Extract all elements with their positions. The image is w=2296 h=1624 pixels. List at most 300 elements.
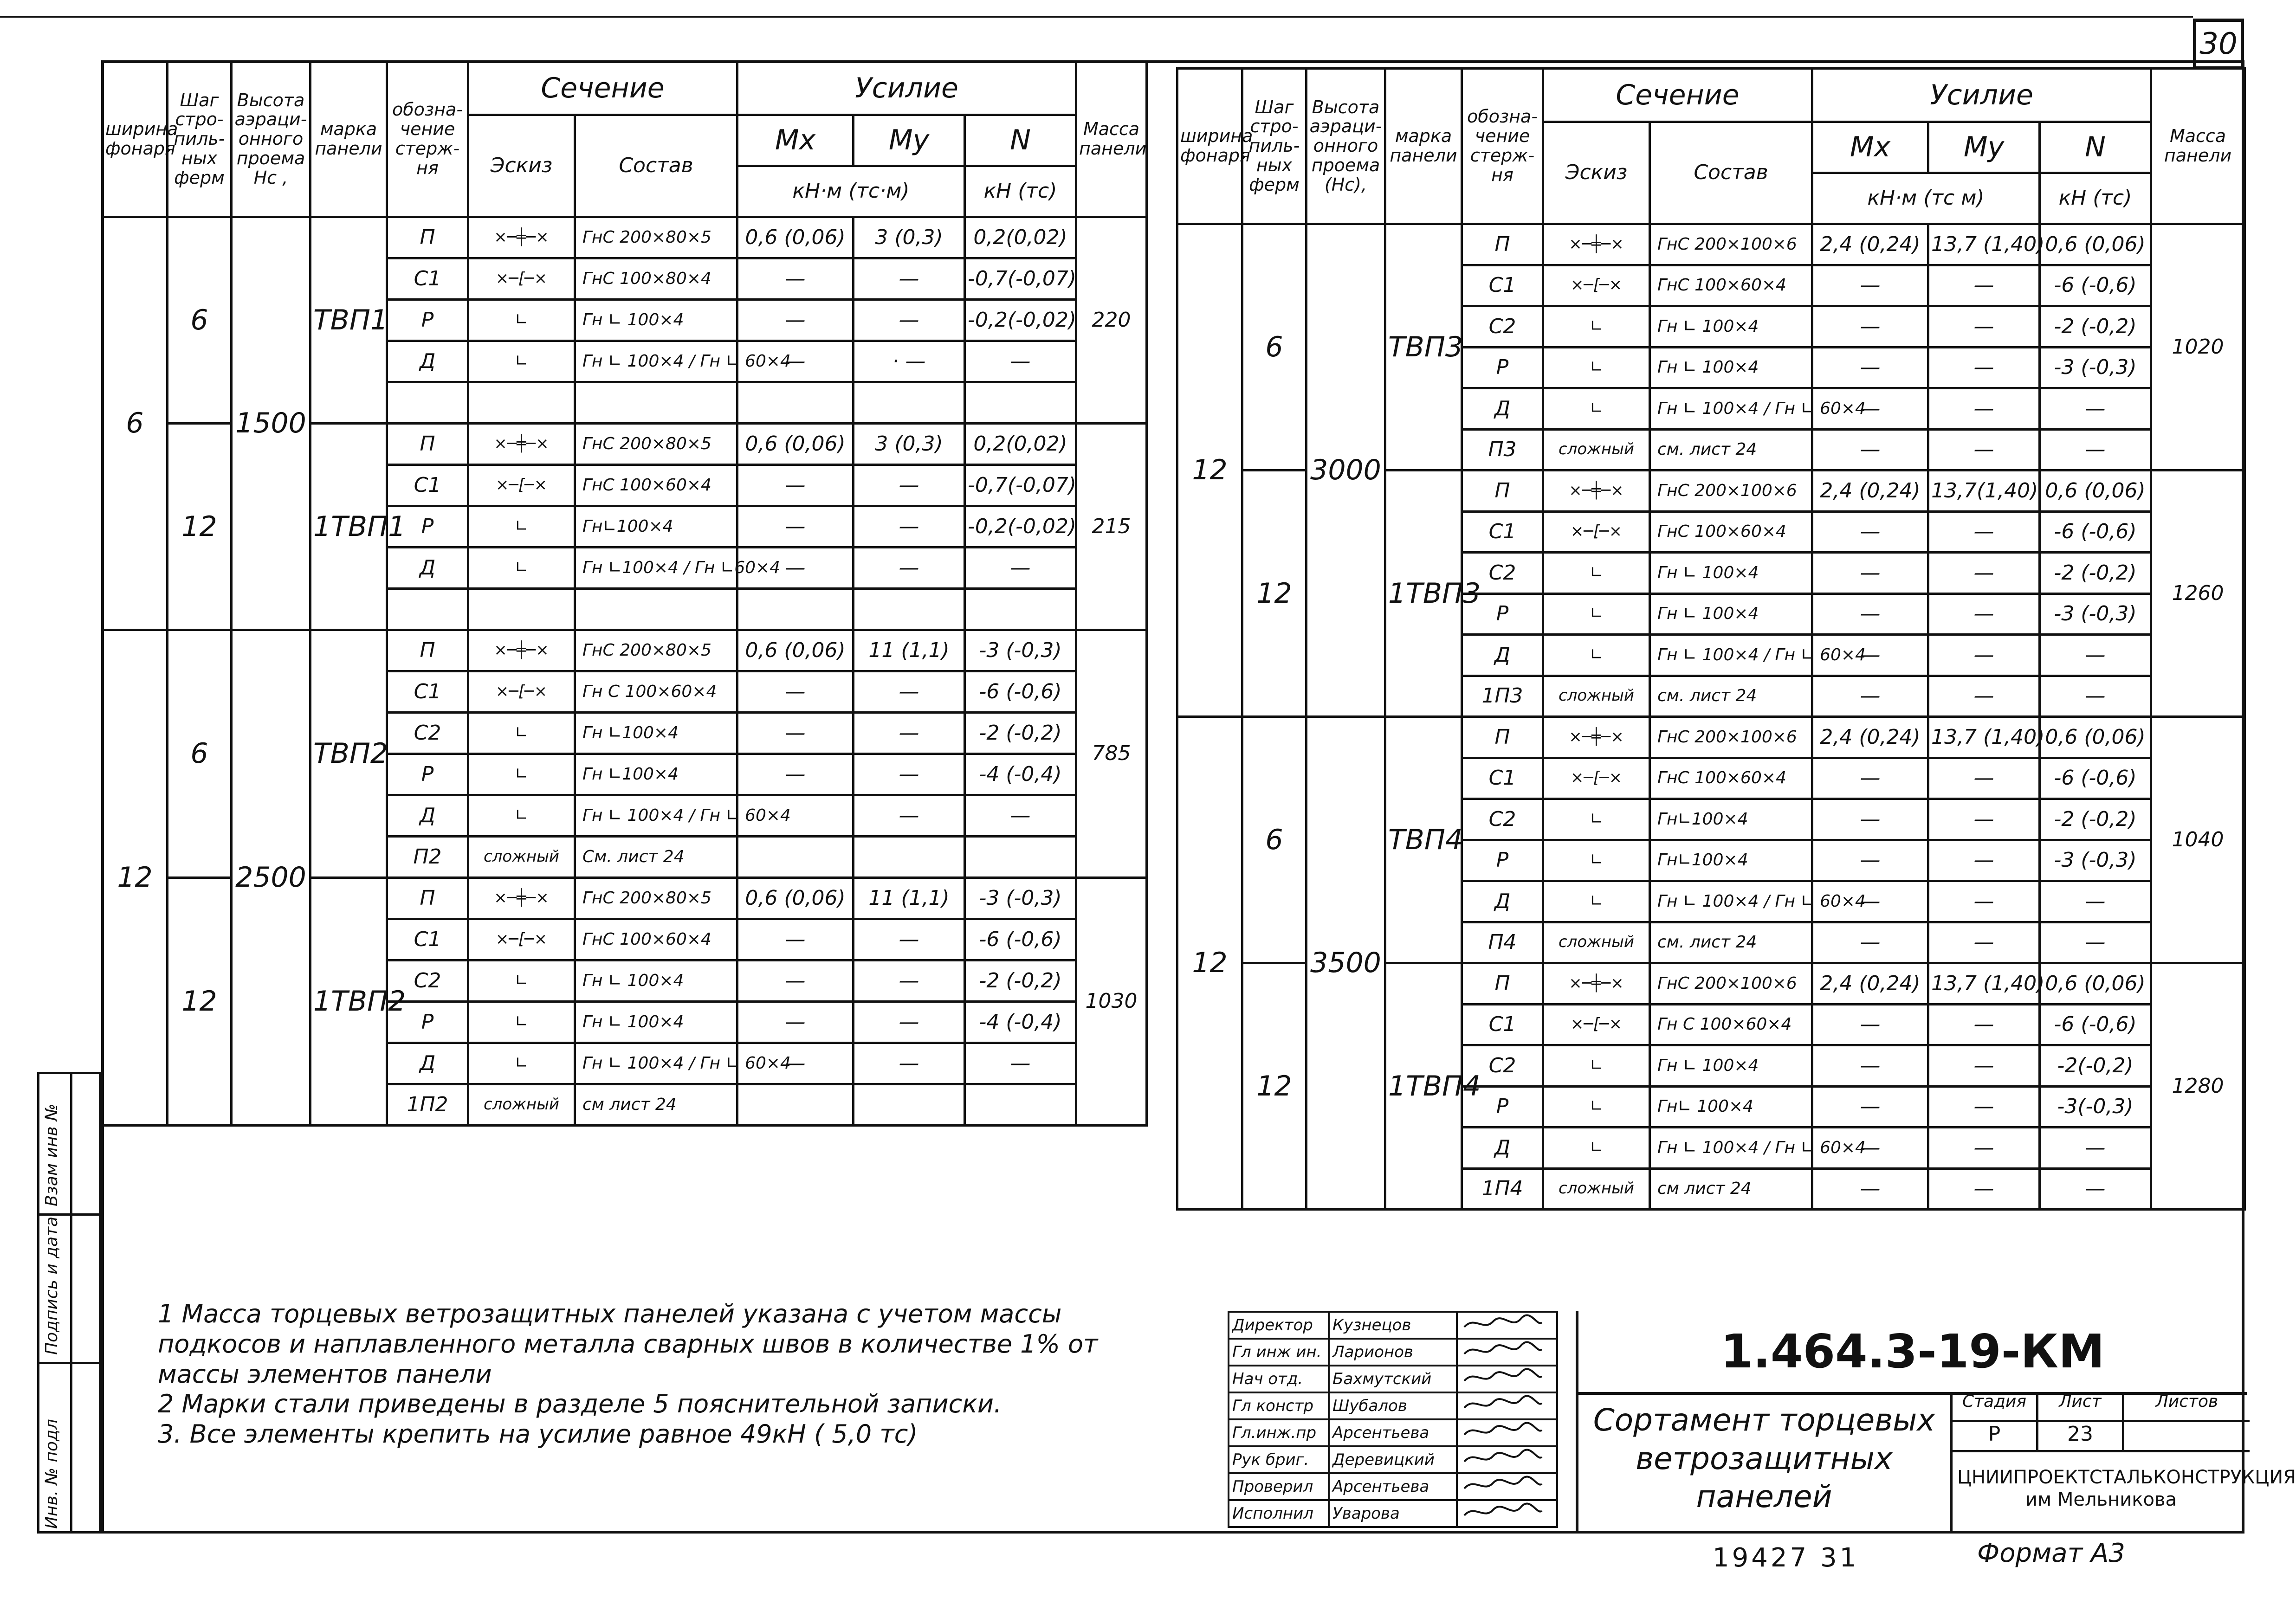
stamp-row	[1229, 1446, 1557, 1473]
hdr-units-n: кН (тс)	[965, 166, 1076, 217]
cell-mx: —	[1812, 881, 1928, 922]
cell-mx: —	[1812, 1168, 1928, 1210]
cell-sketch: сложный	[1543, 429, 1650, 470]
cell-composition: ГнС 200×80×5	[575, 424, 737, 465]
cell-mass: 1280	[2151, 963, 2245, 1210]
cell-sketch: ×─[─×	[468, 671, 575, 713]
side-label-inv: Инв. № подл	[42, 1419, 61, 1529]
cell-sketch: ×─[─×	[1543, 511, 1650, 553]
cell-designation: Р	[387, 506, 468, 548]
cell-mx: —	[1812, 511, 1928, 553]
cell-n	[965, 382, 1076, 424]
cell-mx: —	[1812, 593, 1928, 635]
hdr-width-r: ширина фонаря	[1177, 69, 1242, 224]
stamp-signature	[1457, 1419, 1557, 1446]
cell-my: —	[1928, 265, 2040, 306]
cell-composition: ГнС 200×100×6	[1650, 224, 1812, 265]
cell-mx: —	[737, 919, 854, 960]
side-label-replace: Взам инв №	[42, 1103, 61, 1206]
cell-my: —	[1928, 676, 2040, 717]
cell-sketch: ∟	[468, 754, 575, 795]
cell-composition: Гн ∟100×4	[575, 754, 737, 795]
hdr-height: Высота аэраци-онного проема Нс ,	[232, 62, 310, 217]
cell-my: —	[1928, 881, 2040, 922]
cell-mx: —	[1812, 1086, 1928, 1128]
cell-my: —	[1928, 347, 2040, 388]
cell-n: —	[2040, 1168, 2151, 1210]
cell-n: -6 (-0,6)	[2040, 265, 2151, 306]
cell-n	[965, 837, 1076, 878]
cell-designation: С1	[387, 919, 468, 960]
cell-composition: ГнС 100×60×4	[575, 919, 737, 960]
cell-mx: 2,4 (0,24)	[1812, 963, 1928, 1005]
hdr-mx-r: Mx	[1812, 122, 1928, 173]
cell-sketch: ×─[─×	[468, 919, 575, 960]
cell-mark: ТВП4	[1385, 717, 1462, 963]
stamp-row	[1229, 1366, 1557, 1392]
cell-sketch: ×─╪─×	[1543, 717, 1650, 758]
cell-n: 0,6 (0,06)	[2040, 963, 2151, 1005]
cell-sketch: ∟	[468, 1043, 575, 1084]
cell-composition: Гн ∟ 100×4	[575, 300, 737, 341]
sheet-label: Лист	[2038, 1392, 2124, 1420]
cell-composition: Гн ∟ 100×4 / Гн ∟ 60×4	[1650, 881, 1812, 922]
cell-sketch: ×─╪─×	[468, 878, 575, 919]
cell-my: —	[854, 548, 965, 589]
cell-my: —	[1928, 758, 2040, 799]
cell-n: 0,2(0,02)	[965, 424, 1076, 465]
cell-composition: Гн С 100×60×4	[1650, 1004, 1812, 1045]
cell-height: 1500	[232, 217, 310, 630]
cell-designation: 1П2	[387, 1084, 468, 1126]
cell-my: —	[1928, 306, 2040, 348]
note-line: подкосов и наплавленного металла сварных швов в количестве 1% от	[158, 1329, 1098, 1359]
cell-n	[965, 1084, 1076, 1126]
cell-sketch: ∟	[468, 341, 575, 382]
cell-my: —	[854, 754, 965, 795]
cell-composition: ГнС 200×100×6	[1650, 963, 1812, 1005]
cell-n: -3 (-0,3)	[2040, 840, 2151, 881]
cell-sketch: ∟	[468, 548, 575, 589]
cell-composition: ГнС 100×60×4	[575, 465, 737, 506]
cell-sketch: ×─╪─×	[1543, 470, 1650, 512]
cell-width: 12	[103, 630, 168, 1126]
stamp-row	[1229, 1312, 1557, 1339]
cell-designation: С2	[1462, 553, 1543, 594]
note-line: 1 Масса торцевых ветрозащитных панелей указана с учетом массы	[158, 1299, 1062, 1328]
cell-designation: Д	[1462, 388, 1543, 430]
stamp-role: Директор	[1229, 1312, 1329, 1339]
cell-mx: —	[737, 960, 854, 1002]
hdr-units-moment: кН·м (тс·м)	[737, 166, 965, 217]
cell-composition: см лист 24	[575, 1084, 737, 1126]
inventory-number: 19427 31	[1713, 1543, 1859, 1573]
stamp-signature	[1457, 1366, 1557, 1392]
note-line: 2 Марки стали приведены в разделе 5 пояснительной записки.	[158, 1389, 1002, 1419]
cell-designation: Д	[1462, 1128, 1543, 1169]
cell-mx: —	[737, 1043, 854, 1084]
cell-my: —	[1928, 553, 2040, 594]
hdr-width: ширина фонаря	[103, 62, 168, 217]
cell-my: —	[854, 1002, 965, 1043]
cell-my: 13,7 (1,40)	[1928, 963, 2040, 1005]
cell-mx: —	[1812, 758, 1928, 799]
hdr-sketch-r: Эскиз	[1543, 122, 1650, 224]
cell-my: —	[1928, 593, 2040, 635]
stamp-role: Гл инж ин.	[1229, 1339, 1329, 1366]
cell-designation: П4	[1462, 922, 1543, 963]
cell-designation: Д	[387, 795, 468, 837]
cell-composition: ГнС 200×80×5	[575, 630, 737, 671]
cell-step: 12	[168, 424, 232, 630]
stamp-row	[1229, 1419, 1557, 1446]
right-spec-table	[1176, 67, 2246, 1211]
cell-mass: 1040	[2151, 717, 2245, 963]
cell-my: 3 (0,3)	[854, 424, 965, 465]
cell-sketch	[468, 382, 575, 424]
cell-my: —	[854, 506, 965, 548]
cell-n: 0,6 (0,06)	[2040, 224, 2151, 265]
cell-composition: ГнС 200×80×5	[575, 878, 737, 919]
table-row	[103, 630, 1147, 671]
stamp-name: Арсентьева	[1329, 1473, 1457, 1500]
cell-my: —	[1928, 922, 2040, 963]
cell-sketch: ∟	[1543, 840, 1650, 881]
hdr-height-r: Высота аэраци-онного проема (Нс),	[1306, 69, 1385, 224]
cell-designation: С1	[1462, 758, 1543, 799]
cell-mass: 1030	[1076, 878, 1147, 1126]
cell-designation: С1	[1462, 1004, 1543, 1045]
cell-mx: 0,6 (0,06)	[737, 217, 854, 258]
title-block	[1576, 1311, 2296, 1534]
stamp-signature	[1457, 1446, 1557, 1473]
cell-n: -6 (-0,6)	[965, 671, 1076, 713]
hdr-my: My	[854, 115, 965, 166]
cell-n: 0,2(0,02)	[965, 217, 1076, 258]
hdr-designation-r: обозна-чение стерж-ня	[1462, 69, 1543, 224]
cell-mass: 1260	[2151, 470, 2245, 717]
cell-composition: Гн ∟ 100×4	[1650, 347, 1812, 388]
stamp-row	[1229, 1392, 1557, 1419]
cell-mark: 1ТВП2	[310, 878, 387, 1126]
cell-mx: —	[1812, 676, 1928, 717]
cell-n	[965, 589, 1076, 630]
cell-n: -6 (-0,6)	[2040, 511, 2151, 553]
cell-mark: ТВП1	[310, 217, 387, 424]
cell-designation: П3	[1462, 429, 1543, 470]
table-row	[1177, 224, 2245, 265]
top-line	[0, 16, 2193, 18]
cell-designation: С1	[387, 465, 468, 506]
cell-sketch: ×─[─×	[1543, 1004, 1650, 1045]
cell-my: —	[1928, 1128, 2040, 1169]
cell-sketch: сложный	[1543, 922, 1650, 963]
hdr-mx: Mx	[737, 115, 854, 166]
stamp-name: Арсентьева	[1329, 1419, 1457, 1446]
left-spec-table	[101, 60, 1148, 1127]
cell-n: —	[2040, 676, 2151, 717]
cell-step: 6	[1242, 717, 1306, 963]
cell-designation: Р	[387, 300, 468, 341]
cell-my: · —	[854, 341, 965, 382]
cell-n: -3 (-0,3)	[2040, 593, 2151, 635]
cell-mark: 1ТВП4	[1385, 963, 1462, 1210]
cell-composition: см. лист 24	[1650, 676, 1812, 717]
cell-designation: Р	[1462, 347, 1543, 388]
cell-my: 11 (1,1)	[854, 630, 965, 671]
cell-my: —	[854, 713, 965, 754]
stamp-name: Кузнецов	[1329, 1312, 1457, 1339]
cell-my: —	[1928, 635, 2040, 676]
cell-composition: ГнС 100×60×4	[1650, 265, 1812, 306]
cell-n: —	[965, 1043, 1076, 1084]
cell-mx	[737, 589, 854, 630]
cell-height: 2500	[232, 630, 310, 1126]
cell-my: —	[1928, 511, 2040, 553]
cell-n: -3(-0,3)	[2040, 1086, 2151, 1128]
cell-mx	[737, 382, 854, 424]
cell-mx: —	[1812, 635, 1928, 676]
side-strip	[37, 1072, 101, 1534]
cell-mx: —	[737, 548, 854, 589]
cell-composition: Гн ∟ 100×4 / Гн ∟ 60×4	[1650, 388, 1812, 430]
stage-value: Р	[1953, 1422, 2038, 1450]
cell-designation: Р	[1462, 1086, 1543, 1128]
stamp-name: Ларионов	[1329, 1339, 1457, 1366]
hdr-composition-r: Состав	[1650, 122, 1812, 224]
cell-composition	[575, 589, 737, 630]
cell-composition: Гн ∟ 100×4 / Гн ∟ 60×4	[1650, 635, 1812, 676]
cell-my	[854, 382, 965, 424]
cell-n: —	[965, 795, 1076, 837]
cell-my: —	[1928, 1168, 2040, 1210]
cell-n: -3 (-0,3)	[965, 630, 1076, 671]
cell-sketch: ∟	[1543, 881, 1650, 922]
stamp-name: Шубалов	[1329, 1392, 1457, 1419]
hdr-n: N	[965, 115, 1076, 166]
cell-my: —	[854, 465, 965, 506]
cell-designation: Д	[1462, 635, 1543, 676]
cell-step: 6	[168, 630, 232, 878]
cell-designation: Д	[1462, 881, 1543, 922]
cell-composition: ГнС 200×100×6	[1650, 717, 1812, 758]
stamp-name: Бахмутский	[1329, 1366, 1457, 1392]
cell-mx: 0,6 (0,06)	[737, 878, 854, 919]
cell-my: 13,7 (1,40)	[1928, 224, 2040, 265]
cell-n: —	[2040, 429, 2151, 470]
cell-n: —	[2040, 922, 2151, 963]
cell-mx	[737, 837, 854, 878]
cell-designation: С1	[1462, 511, 1543, 553]
note-line: 3. Все элементы крепить на усилие равное 49кН ( 5,0 тс)	[158, 1419, 918, 1449]
stamp-signature	[1457, 1500, 1557, 1527]
cell-composition: Гн ∟ 100×4 / Гн ∟ 60×4	[575, 795, 737, 837]
cell-designation: Р	[387, 754, 468, 795]
cell-composition: Гн∟100×4	[575, 506, 737, 548]
cell-mass: 215	[1076, 424, 1147, 630]
cell-mark: 1ТВП1	[310, 424, 387, 630]
stamp-signature	[1457, 1473, 1557, 1500]
cell-my: —	[1928, 840, 2040, 881]
cell-composition: Гн∟ 100×4	[1650, 1086, 1812, 1128]
stage-table	[1950, 1392, 2296, 1534]
cell-designation: С2	[1462, 799, 1543, 840]
cell-step: 6	[168, 217, 232, 424]
cell-my: —	[854, 671, 965, 713]
cell-my: 13,7 (1,40)	[1928, 717, 2040, 758]
cell-height: 3500	[1306, 717, 1385, 1210]
cell-n: —	[2040, 1128, 2151, 1169]
sheet-value: 23	[2038, 1422, 2124, 1450]
cell-composition	[575, 382, 737, 424]
cell-mx: —	[1812, 265, 1928, 306]
cell-mx: —	[737, 258, 854, 300]
cell-composition: ГнС 100×60×4	[1650, 511, 1812, 553]
cell-my: —	[854, 1043, 965, 1084]
cell-mx: —	[737, 671, 854, 713]
doc-code: 1.464.3-19-КМ	[1578, 1311, 2247, 1395]
cell-my: —	[1928, 1045, 2040, 1087]
cell-sketch: ∟	[1543, 347, 1650, 388]
hdr-mass-r: Масса панели	[2151, 69, 2245, 224]
cell-sketch: сложный	[468, 1084, 575, 1126]
cell-mx: 0,6 (0,06)	[737, 630, 854, 671]
cell-designation: П	[1462, 224, 1543, 265]
cell-my: 11 (1,1)	[854, 878, 965, 919]
cell-mx: 2,4 (0,24)	[1812, 717, 1928, 758]
hdr-section-r: Сечение	[1543, 69, 1812, 122]
cell-sketch: ∟	[468, 713, 575, 754]
cell-sketch: ∟	[468, 1002, 575, 1043]
hdr-units-n-r: кН (тс)	[2040, 173, 2151, 224]
cell-sketch: ∟	[1543, 635, 1650, 676]
cell-sketch: ∟	[1543, 388, 1650, 430]
cell-n: -6 (-0,6)	[2040, 1004, 2151, 1045]
cell-my	[854, 837, 965, 878]
cell-mx	[737, 1084, 854, 1126]
cell-sketch: ×─╪─×	[1543, 224, 1650, 265]
cell-my: —	[854, 300, 965, 341]
doc-title: Сортамент торцевых ветрозащитных панелей	[1593, 1402, 1935, 1514]
cell-sketch: ∟	[1543, 1128, 1650, 1169]
cell-designation: С1	[1462, 265, 1543, 306]
cell-composition: см. лист 24	[1650, 922, 1812, 963]
cell-designation: Р	[1462, 593, 1543, 635]
cell-n: —	[2040, 388, 2151, 430]
cell-n: -6 (-0,6)	[2040, 758, 2151, 799]
cell-mx: —	[737, 300, 854, 341]
cell-n: -2 (-0,2)	[965, 713, 1076, 754]
hdr-force-r: Усилие	[1812, 69, 2151, 122]
cell-sketch: ×─[─×	[468, 465, 575, 506]
cell-n: -2(-0,2)	[2040, 1045, 2151, 1087]
cell-n: —	[965, 341, 1076, 382]
cell-composition: Гн ∟ 100×4 / Гн ∟ 60×4	[1650, 1128, 1812, 1169]
cell-n: -2 (-0,2)	[965, 960, 1076, 1002]
cell-n: -3 (-0,3)	[965, 878, 1076, 919]
stamp-row	[1229, 1339, 1557, 1366]
signature-stamp	[1228, 1311, 1558, 1528]
cell-my: —	[854, 795, 965, 837]
cell-designation: П	[1462, 470, 1543, 512]
cell-height: 3000	[1306, 224, 1385, 717]
cell-mx: —	[1812, 1128, 1928, 1169]
stamp-signature	[1457, 1339, 1557, 1366]
cell-n: -2 (-0,2)	[2040, 553, 2151, 594]
stamp-name: Деревицкий	[1329, 1446, 1457, 1473]
cell-mx: —	[1812, 1045, 1928, 1087]
cell-n: -2 (-0,2)	[2040, 306, 2151, 348]
cell-sketch: ×─[─×	[1543, 265, 1650, 306]
cell-n: 0,6 (0,06)	[2040, 717, 2151, 758]
stamp-role: Исполнил	[1229, 1500, 1329, 1527]
cell-sketch: ∟	[1543, 1045, 1650, 1087]
cell-composition: Гн ∟ 100×4	[575, 1002, 737, 1043]
cell-n: -0,2(-0,02)	[965, 300, 1076, 341]
cell-my: —	[1928, 1086, 2040, 1128]
cell-composition: Гн ∟ 100×4	[1650, 553, 1812, 594]
cell-designation: С2	[387, 960, 468, 1002]
table-row	[103, 217, 1147, 258]
cell-mark: ТВП3	[1385, 224, 1462, 470]
cell-designation: С1	[387, 258, 468, 300]
cell-mx: —	[1812, 840, 1928, 881]
hdr-step: Шаг стро-пиль-ных ферм	[168, 62, 232, 217]
cell-n: —	[2040, 635, 2151, 676]
cell-step: 12	[168, 878, 232, 1126]
cell-designation: П	[387, 630, 468, 671]
cell-sketch: сложный	[468, 837, 575, 878]
cell-sketch: ×─╪─×	[1543, 963, 1650, 1005]
cell-mx: 2,4 (0,24)	[1812, 470, 1928, 512]
sheets-label: Листов	[2155, 1392, 2218, 1411]
cell-mx: —	[737, 1002, 854, 1043]
cell-composition: Гн ∟ 100×4	[1650, 593, 1812, 635]
cell-width: 12	[1177, 717, 1242, 1210]
hdr-section: Сечение	[468, 62, 737, 115]
cell-n: -6 (-0,6)	[965, 919, 1076, 960]
cell-step: 6	[1242, 224, 1306, 470]
cell-composition: ГнС 100×80×4	[575, 258, 737, 300]
cell-n: -3 (-0,3)	[2040, 347, 2151, 388]
cell-my: —	[1928, 1004, 2040, 1045]
stage-label: Стадия	[1953, 1392, 2038, 1420]
cell-sketch: ∟	[1543, 306, 1650, 348]
cell-composition: Гн ∟100×4	[575, 713, 737, 754]
organization: ЦНИИПРОЕКТСТАЛЬКОНСТРУКЦИЯ им Мельникова	[1957, 1467, 2296, 1510]
cell-n: -4 (-0,4)	[965, 754, 1076, 795]
cell-composition: ГнС 200×80×5	[575, 217, 737, 258]
cell-designation: Р	[1462, 840, 1543, 881]
cell-mass: 785	[1076, 630, 1147, 878]
cell-mx: 2,4 (0,24)	[1812, 224, 1928, 265]
cell-sketch: ∟	[1543, 799, 1650, 840]
cell-n: -4 (-0,4)	[965, 1002, 1076, 1043]
cell-width: 6	[103, 217, 168, 630]
cell-sketch: ∟	[1543, 593, 1650, 635]
cell-designation: П	[387, 424, 468, 465]
cell-my: 3 (0,3)	[854, 217, 965, 258]
hdr-designation: обозна-чение стерж-ня	[387, 62, 468, 217]
cell-mx: —	[1812, 388, 1928, 430]
sheet-number: 30	[2199, 27, 2238, 61]
stamp-signature	[1457, 1312, 1557, 1339]
cell-mx: —	[737, 341, 854, 382]
table-row	[1177, 717, 2245, 758]
cell-sketch: ×─╪─×	[468, 424, 575, 465]
cell-mx: —	[1812, 922, 1928, 963]
cell-n: -0,7(-0,07)	[965, 258, 1076, 300]
